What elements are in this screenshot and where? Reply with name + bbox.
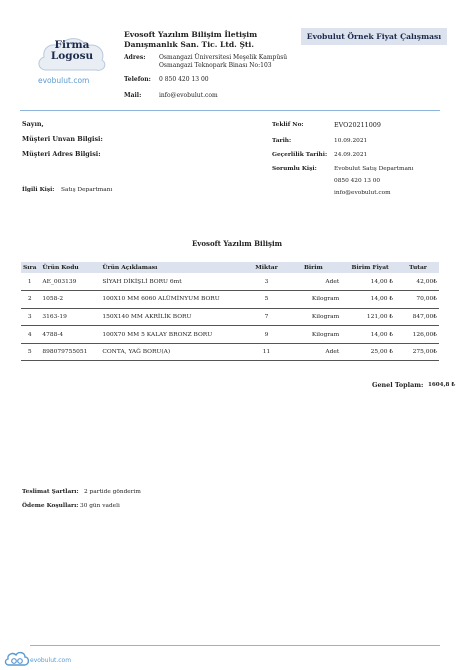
grand-total-value: 1604,8 ₺: [428, 382, 456, 388]
row-sira: 4: [21, 326, 38, 344]
mail-row: [124, 92, 299, 100]
row-tutar: 275,00₺: [397, 343, 439, 361]
col-header-kod: Ürün Kodu: [42, 264, 79, 271]
row-kod: 1058-2: [38, 291, 98, 309]
table-header-row: [21, 262, 439, 273]
document-title: Evobulut Örnek Fiyat Çalışması: [301, 28, 447, 45]
row-aciklama: SİYAH DİKİŞLİ BORU 6mt: [98, 273, 247, 291]
row-aciklama: 100X10 MM 6060 ALÜMİNYUM BORU: [98, 291, 247, 309]
col-header-sira: Sıra: [23, 264, 37, 271]
row-birim: Adet: [285, 343, 345, 361]
evobulut-cloud-icon: [4, 651, 30, 667]
contact-value: Satış Departmanı: [61, 187, 113, 193]
offer-no-label: Teklif No:: [272, 122, 304, 128]
customer-address-label: Müşteri Adres Bilgisi:: [22, 150, 101, 158]
mail-label: Mail:: [124, 92, 142, 99]
row-sira: 1: [21, 273, 38, 291]
row-birim-fiyat: 14,00 ₺: [345, 326, 397, 344]
row-aciklama: 100X70 MM 5 KALAY BRONZ BORU: [98, 326, 247, 344]
row-tutar: 42,00₺: [397, 273, 439, 291]
row-miktar: 5: [248, 291, 286, 309]
table-row: [21, 273, 439, 291]
logo-line1: Firma: [54, 39, 90, 51]
col-header-miktar: Miktar: [255, 264, 278, 271]
header-divider: [20, 110, 440, 111]
row-birim: Adet: [285, 273, 345, 291]
row-aciklama: CONTA, YAĞ BORU(A): [98, 343, 247, 361]
address-line2: Osmangazi Teknopark Binası No:103: [159, 62, 272, 69]
row-birim: Kilogram: [285, 308, 345, 326]
mail-value[interactable]: info@evobulut.com: [159, 92, 218, 99]
footer-divider: [30, 645, 440, 646]
row-miktar: 7: [248, 308, 286, 326]
table-row: [21, 326, 439, 344]
footer-site[interactable]: evobulut.com: [30, 657, 72, 664]
row-birim: Kilogram: [285, 326, 345, 344]
row-kod: 898079755051: [38, 343, 98, 361]
row-birim: Kilogram: [285, 291, 345, 309]
table-row: [21, 343, 439, 361]
offer-valid: 24.09.2021: [334, 152, 368, 158]
customer-title-label: Müşteri Unvan Bilgisi:: [22, 135, 103, 143]
payment-terms-label: Ödeme Koşulları:: [22, 503, 79, 509]
row-miktar: 3: [248, 273, 286, 291]
col-header-birim: Birim: [303, 264, 323, 271]
row-aciklama: 150X140 MM AKRİLİK BORU: [98, 308, 247, 326]
table-row: [21, 291, 439, 309]
row-sira: 3: [21, 308, 38, 326]
offer-no: EVO20211009: [334, 121, 381, 129]
phone-label: Telefon:: [124, 76, 151, 83]
responsible-name: Evobulut Satış Departmanı: [334, 166, 414, 172]
address-label: Adres:: [124, 54, 146, 61]
row-sira: 5: [21, 343, 38, 361]
row-sira: 2: [21, 291, 38, 309]
payment-terms-value: 30 gün vadeli: [80, 503, 120, 509]
table-row: [21, 308, 439, 326]
grand-total-label: Genel Toplam:: [372, 381, 424, 389]
row-kod: AE_003139: [38, 273, 98, 291]
row-tutar: 70,00₺: [397, 291, 439, 309]
offer-date-label: Tarih:: [272, 138, 292, 144]
col-header-tutar: Tutar: [409, 264, 427, 271]
col-header-aciklama: Ürün Açıklaması: [102, 264, 158, 271]
address-row: [124, 54, 299, 70]
row-birim-fiyat: 121,00 ₺: [345, 308, 397, 326]
row-kod: 4788-4: [38, 326, 98, 344]
row-tutar: 126,00₺: [397, 326, 439, 344]
offer-date: 10.09.2021: [334, 138, 368, 144]
section-title: Evosoft Yazılım Bilişim: [191, 239, 283, 248]
row-miktar: 11: [248, 343, 286, 361]
phone-row: [124, 76, 299, 84]
responsible-mail[interactable]: info@evobulut.com: [334, 190, 391, 196]
responsible-label: Sorumlu Kişi:: [272, 166, 317, 172]
contact-label: İlgili Kişi:: [22, 187, 55, 193]
greeting: Sayın,: [22, 120, 44, 128]
responsible-phone: 0850 420 13 00: [334, 178, 381, 184]
row-birim-fiyat: 25,00 ₺: [345, 343, 397, 361]
delivery-terms-label: Teslimat Şartları:: [22, 489, 79, 495]
company-name: Evosoft Yazılım Bilişim İletişim Danışmanlık San. Tic. Ltd. Şti.: [124, 30, 258, 49]
items-table: [21, 262, 439, 361]
address-line1: Osmangazi Üniversitesi Meşelik Kampüsü: [159, 54, 288, 61]
row-birim-fiyat: 14,00 ₺: [345, 291, 397, 309]
logo-line2: Logosu: [50, 50, 94, 62]
col-header-birim-fiyat: Birim Fiyat: [351, 264, 389, 271]
row-kod: 3163-19: [38, 308, 98, 326]
row-tutar: 847,00₺: [397, 308, 439, 326]
offer-valid-label: Geçerlilik Tarihi:: [272, 152, 328, 158]
delivery-terms-value: 2 partide gönderim: [84, 489, 141, 495]
row-miktar: 9: [248, 326, 286, 344]
logo-site[interactable]: evobulut.com: [38, 76, 90, 85]
row-birim-fiyat: 14,00 ₺: [345, 273, 397, 291]
phone-value: 0 850 420 13 00: [159, 76, 209, 83]
